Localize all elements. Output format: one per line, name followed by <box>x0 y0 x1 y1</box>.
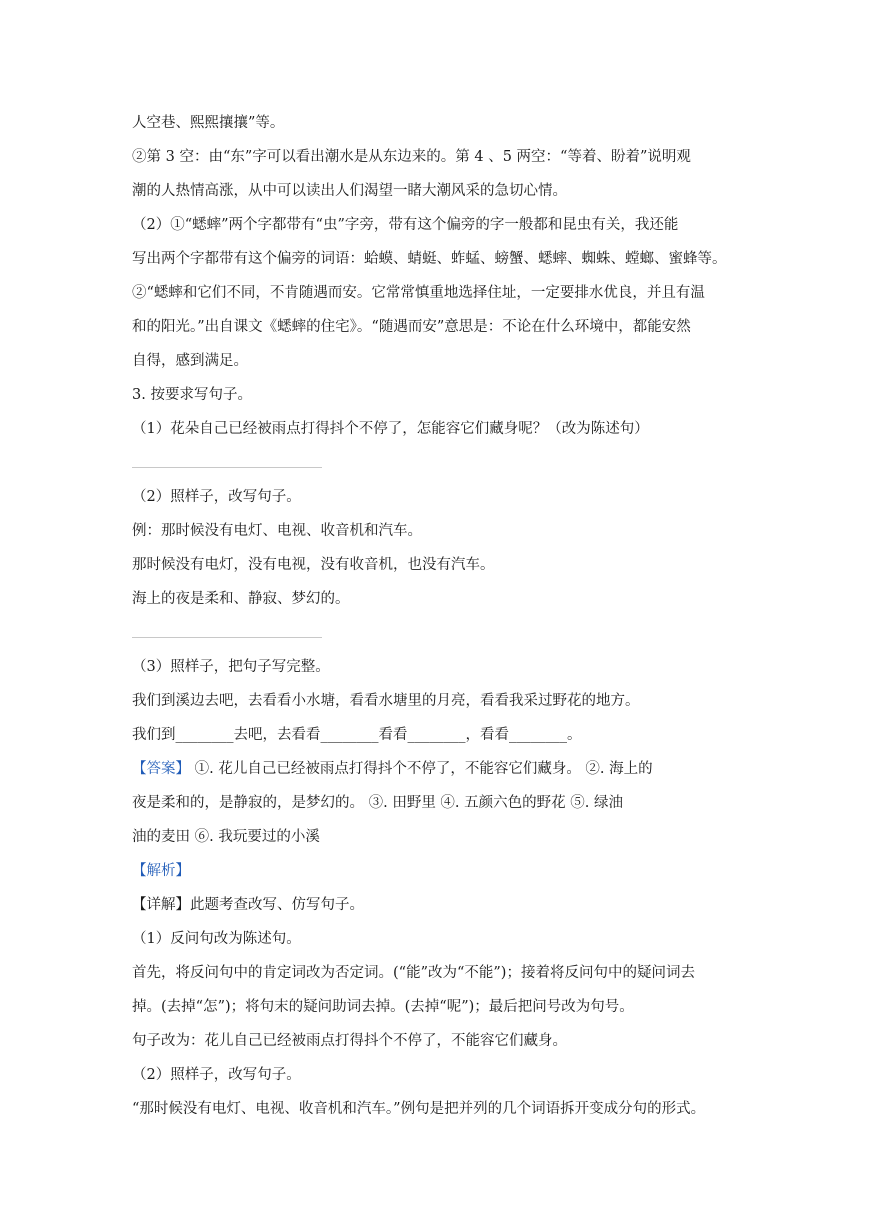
answer-text: ①. 花儿自己已经被雨点打得抖个不停了，不能容它们藏身。 ②. 海上的 <box>190 761 653 777</box>
answer-line <box>132 637 322 638</box>
text-line: 例：那时候没有电灯、电视、收音机和汽车。 <box>132 523 422 539</box>
answer-label: 【答案】 <box>132 761 190 777</box>
text-line: 潮的人热情高涨，从中可以读出人们渴望一睹大潮风采的急切心情。 <box>132 183 567 199</box>
text-line: 人空巷、熙熙攘攘”等。 <box>132 115 285 131</box>
fill-blank-line: 我们到________去吧，去看看________看看________，看看________。 <box>132 727 582 743</box>
sub-question: （1）花朵自己已经被雨点打得抖个不停了，怎能容它们藏身呢？（改为陈述句） <box>132 421 649 437</box>
text-line: 和的阳光。”出自课文《蟋蟀的住宅》。“随遇而安”意思是：不论在什么环境中，都能安然 <box>132 319 691 335</box>
text-line: 句子改为：花儿自己已经被雨点打得抖个不停了，不能容它们藏身。 <box>132 1033 567 1049</box>
text-line: 写出两个字都带有这个偏旁的词语：蛤蟆、蜻蜓、蚱蜢、螃蟹、蟋蟀、蜘蛛、螳螂、蜜蜂等。 <box>132 251 727 267</box>
text-line: 油的麦田 ⑥. 我玩要过的小溪 <box>132 829 320 845</box>
text-line: （2）照样子，改写句子。 <box>132 1067 301 1083</box>
text-line: 我们到溪边去吧，去看看小水塘，看看水塘里的月亮，看看我采过野花的地方。 <box>132 693 640 709</box>
text-line: 那时候没有电灯，没有电视，没有收音机，也没有汽车。 <box>132 557 495 573</box>
sub-question: （3）照样子，把句子写完整。 <box>132 659 330 675</box>
sub-question: （2）照样子，改写句子。 <box>132 489 301 505</box>
text-line: 自得，感到满足。 <box>132 353 248 369</box>
text-line: ②第 3 空：由“东”字可以看出潮水是从东边来的。第 4 、5 两空：“等着、盼着”说明观 <box>132 149 691 165</box>
text-line: 夜是柔和的，是静寂的，是梦幻的。 ③. 田野里 ④. 五颜六色的野花 ⑤. 绿油 <box>132 795 623 811</box>
answer-line-text <box>132 759 653 779</box>
text-line: 掉。(去掉“怎”)；将句末的疑问助词去掉。(去掉“呢”)；最后把问号改为句号。 <box>132 999 634 1015</box>
text-line: （1）反问句改为陈述句。 <box>132 931 301 947</box>
text-line: ②“蟋蟀和它们不同，不肯随遇而安。它常常慎重地选择住址，一定要排水优良，并且有温 <box>132 285 705 301</box>
analysis-label: 【解析】 <box>132 863 190 879</box>
text-line: “那时候没有电灯、电视、收音机和汽车。”例句是把并列的几个词语拆开变成分句的形式。 <box>132 1101 706 1117</box>
text-line: 【详解】此题考查改写、仿写句子。 <box>132 897 364 913</box>
question-heading: 3. 按要求写句子。 <box>132 387 252 403</box>
text-line: 首先，将反问句中的肯定词改为否定词。(“能”改为“不能”)；接着将反问句中的疑问词去 <box>132 965 695 981</box>
text-line: （2）①“蟋蟀”两个字都带有“虫”字旁，带有这个偏旁的字一般都和昆虫有关，我还能 <box>132 217 679 233</box>
answer-line <box>132 467 322 468</box>
text-line: 海上的夜是柔和、静寂、梦幻的。 <box>132 591 350 607</box>
